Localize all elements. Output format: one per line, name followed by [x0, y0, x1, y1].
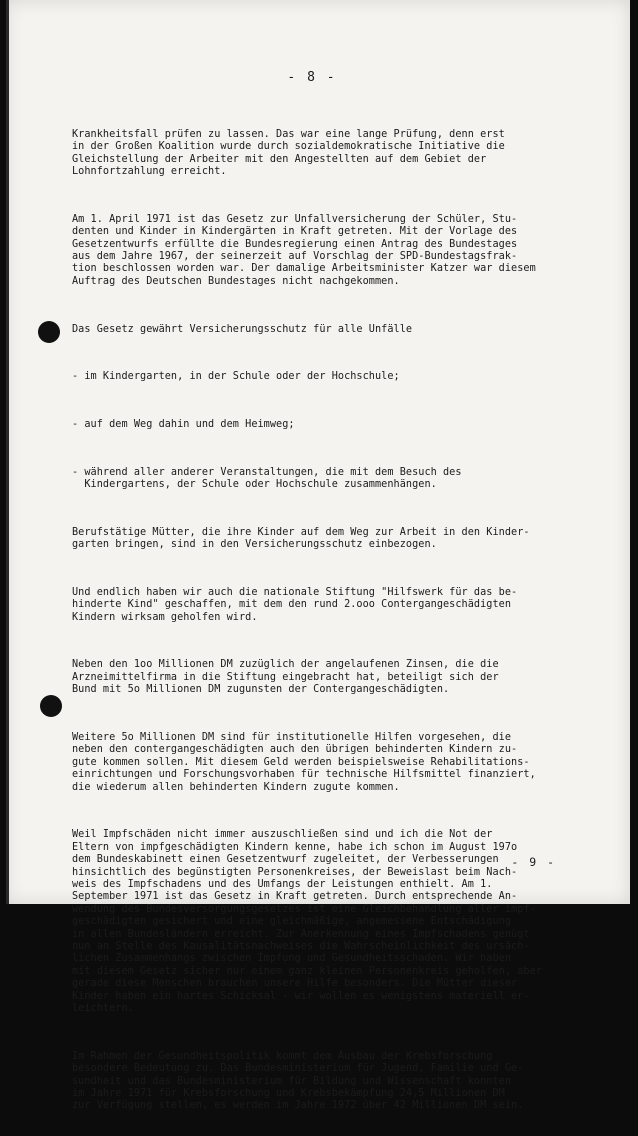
list-item: - auf dem Weg dahin und dem Heimweg; [72, 418, 295, 430]
paragraph: Im Rahmen der Gesundheitspolitik kommt dem Ausbau der Krebsforschung besondere Bedeutung zu. Das Bundesministerium für Jugend, Familie und Ge- sundheit und das Bundesministerium für Bildung und Wissenschaft konnten im Jahre 1971 für Krebsforschung und Krebsbekämpfung 24,5 Millionen DM zur Verfügung stellen, es werden im Jahre 1972 über 42 Millionen DM sein. [72, 1050, 524, 1112]
paragraph: Berufstätige Mütter, die ihre Kinder auf dem Weg zur Arbeit in den Kinder- garten bringen, sind in den Versicherungsschutz einbezogen. [72, 526, 530, 551]
paragraph: Weil Impfschäden nicht immer auszuschließen sind und ich die Not der Eltern von impfgeschädigten Kindern kenne, habe ich schon im August 197o dem Bundeskabinett einen Gesetzentwurf zugeleitet, der Verbesserungen hinsichtlich des begünstigten Personenkreises, der Beweislast beim Nach- weis des Impfschadens und des Umfangs der Leistungen enthielt. Am 1. September 1971 ist das Gesetz in Kraft getreten. Durch entsprechende An- wendung des Bundesversorgungsgesetzes ist eine Gleichbehandlung aller impf- geschädigten gesichert und eine gleichmäßige, angemessene Entschädigung in allen Bundesländern erreicht. Zur Anerkennung eines Impfschadens genügt nun an Stelle des Kausalitätsnachweises die Wahrscheinlichkeit des ursäch- lichen Zusammenhangs zwischen Impfung und Gesundheitsschaden. Wir haben mit diesem Gesetz sicher nur einem ganz kleinen Personenkreis geholfen, aber gerade diese Menschen brauchen unsere Hilfe besonders. Die Mütter dieser Kinder haben ein hartes Schicksal - wir wollen es wenigstens materiell er- leichtern. [72, 829, 542, 1014]
paragraph: Krankheitsfall prüfen zu lassen. Das war eine lange Prüfung, denn erst in der Großen Koalition wurde durch sozialdemokratische Initiative die Gleichstellung der Arbeiter mit den Angestellten auf dem Gebiet der Lohnfortzahlung erreicht. [72, 128, 505, 178]
document-body [72, 104, 624, 1136]
punch-hole [38, 321, 60, 343]
list-item: - im Kindergarten, in der Schule oder der Hochschule; [72, 371, 400, 383]
list-item: - während aller anderer Veranstaltungen, die mit dem Besuch des Kindergartens, der Schule oder Hochschule zusammenhängen. [72, 466, 462, 491]
paragraph: Das Gesetz gewährt Versicherungsschutz für alle Unfälle [72, 323, 413, 335]
paragraph: Am 1. April 1971 ist das Gesetz zur Unfallversicherung der Schüler, Stu- denten und Kinder in Kindergärten in Kraft getreten. Mit der Vorlage des Gesetzentwurfs erfüllte die Bundesregierung einen Antrag des Bundestages aus dem Jahre 1967, der seinerzeit auf Vorschlag der SPD-Bundestagsfrak- tion beschlossen worden war. Der damalige Arbeitsminister Katzer war diesem Auftrag des Deutschen Bundestages nicht nachgekommen. [72, 213, 536, 287]
page-number: - 8 - [287, 70, 337, 85]
next-page-marker: - 9 - [511, 855, 556, 869]
paragraph: Weitere 5o Millionen DM sind für institutionelle Hilfen vorgesehen, die neben den contergangeschädigten auch den übrigen behinderten Kindern zu- gute kommen sollen. Mit diesem Geld werden beispielsweise Rehabilitations- einrichtungen und Forschungsvorhaben für technische Hilfsmittel finanziert, die wiederum allen behinderten Kindern zugute kommen. [72, 731, 536, 793]
page-edge [6, 0, 9, 904]
paragraph: Neben den 1oo Millionen DM zuzüglich der angelaufenen Zinsen, die die Arzneimittelfirma in die Stiftung eingebracht hat, beteiligt sich der Bund mit 5o Millionen DM zugunsten der Contergangeschädigten. [72, 659, 499, 696]
punch-hole [40, 695, 62, 717]
paragraph: Und endlich haben wir auch die nationale Stiftung "Hilfswerk für das be- hinderte Kind" geschaffen, mit dem den rund 2.ooo Contergangeschädigten Kindern wirksam geholfen wird. [72, 586, 518, 623]
